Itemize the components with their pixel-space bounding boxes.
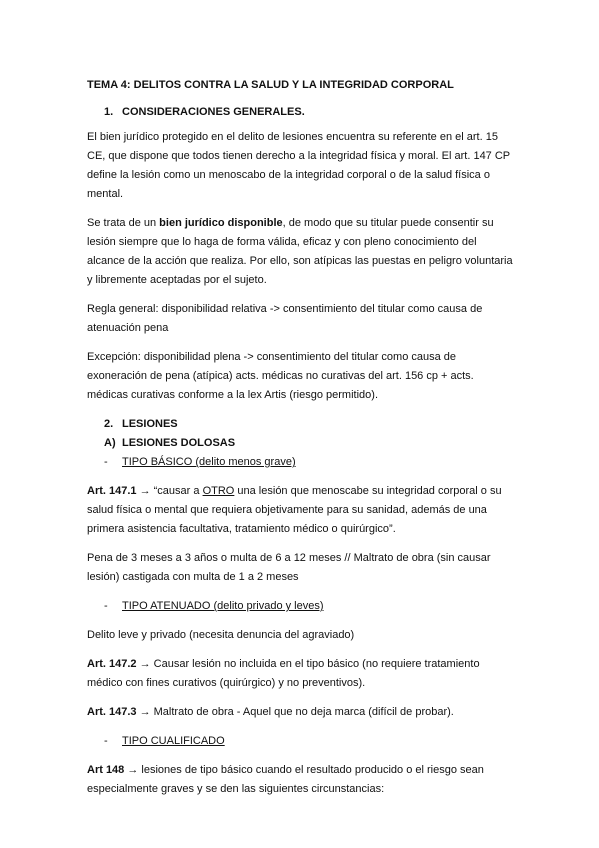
- text-run: → “causar a: [136, 485, 203, 497]
- text-run: → Causar lesión no incluida en el tipo básico (no requiere tratamiento médico con fines curativos (quirúrgico) y no preventivos).: [87, 658, 480, 689]
- article-ref: Art 148: [87, 764, 125, 776]
- section-label: LESIONES: [122, 418, 178, 430]
- subsection-heading-dolosas: [87, 434, 517, 453]
- paragraph-art-147-3: [87, 703, 517, 722]
- paragraph-regla-general: Regla general: disponibilidad relativa -> consentimiento del titular como causa de atenuación pena: [87, 303, 483, 334]
- document-title: TEMA 4: DELITOS CONTRA LA SALUD Y LA INTEGRIDAD CORPORAL: [87, 79, 454, 91]
- text-run: → lesiones de tipo básico cuando el resultado producido o el riesgo sean especialmente graves y se den las siguientes circunstancias:: [87, 764, 484, 795]
- paragraph-art-147-2: [87, 655, 517, 693]
- text-run: Se trata de un: [87, 217, 160, 229]
- bullet-tipo-cualificado: [87, 732, 517, 751]
- article-ref: Art. 147.1: [87, 485, 137, 497]
- paragraph-art-148: [87, 761, 517, 799]
- bold-term: bien jurídico disponible: [159, 217, 283, 229]
- paragraph-bien-juridico: El bien jurídico protegido en el delito de lesiones encuentra su referente en el art. 15 CE, que dispone que todos tienen derecho a la integridad física y moral. El art. 147 CP define la lesión como un menoscabo de la integridad corporal o de la salud física o mental.: [87, 131, 510, 200]
- text-run: → Maltrato de obra - Aquel que no deja marca (difícil de probar).: [136, 706, 454, 718]
- section-heading-consideraciones: [87, 103, 517, 122]
- bullet-label: TIPO BÁSICO (delito menos grave): [122, 456, 296, 468]
- dash-marker: -: [104, 600, 108, 612]
- underlined-word: OTRO: [202, 485, 235, 497]
- dash-marker: -: [104, 456, 108, 468]
- paragraph-disponible: [87, 214, 517, 290]
- section-heading-lesiones: [87, 415, 517, 434]
- bullet-label: TIPO CUALIFICADO: [122, 735, 225, 747]
- section-label: CONSIDERACIONES GENERALES.: [122, 106, 305, 118]
- paragraph-pena: Pena de 3 meses a 3 años o multa de 6 a 12 meses // Maltrato de obra (sin causar lesión) castigada con multa de 1 a 2 meses: [87, 552, 491, 583]
- bullet-label: TIPO ATENUADO (delito privado y leves): [122, 600, 324, 612]
- paragraph-delito-leve: Delito leve y privado (necesita denuncia del agraviado): [87, 629, 355, 641]
- section-number: 1.: [104, 106, 114, 118]
- section-number: 2.: [104, 418, 114, 430]
- bullet-tipo-atenuado: [87, 597, 517, 616]
- article-ref: Art. 147.3: [87, 706, 137, 718]
- text-run: , de modo que su titular puede consentir su lesión siempre que lo haga de forma válida, eficaz y con pleno conocimiento del alcance de la acción que realiza. Por ello, son atípicas las puestas en peligro voluntaria y libremente aceptadas por el sujeto.: [87, 217, 513, 286]
- subsection-letter: A): [104, 437, 116, 449]
- subsection-label: LESIONES DOLOSAS: [122, 437, 236, 449]
- article-ref: Art. 147.2: [87, 658, 137, 670]
- text-run: una lesión que menoscabe su integridad corporal o su salud física o mental que requiera objetivamente para su sanidad, además de una primera asistencia facultativa, tratamiento médico o quirúrgico”.: [87, 485, 502, 535]
- paragraph-excepcion: Excepción: disponibilidad plena -> consentimiento del titular como causa de exoneración de pena (atípica) acts. médicas no curativas del art. 156 cp + acts. médicas curativas conforme a la lex Artis (riesgo permitido).: [87, 351, 474, 401]
- paragraph-art-147-1: [87, 482, 517, 539]
- dash-marker: -: [104, 735, 108, 747]
- document-body: [87, 76, 517, 809]
- bullet-tipo-basico: [87, 453, 517, 472]
